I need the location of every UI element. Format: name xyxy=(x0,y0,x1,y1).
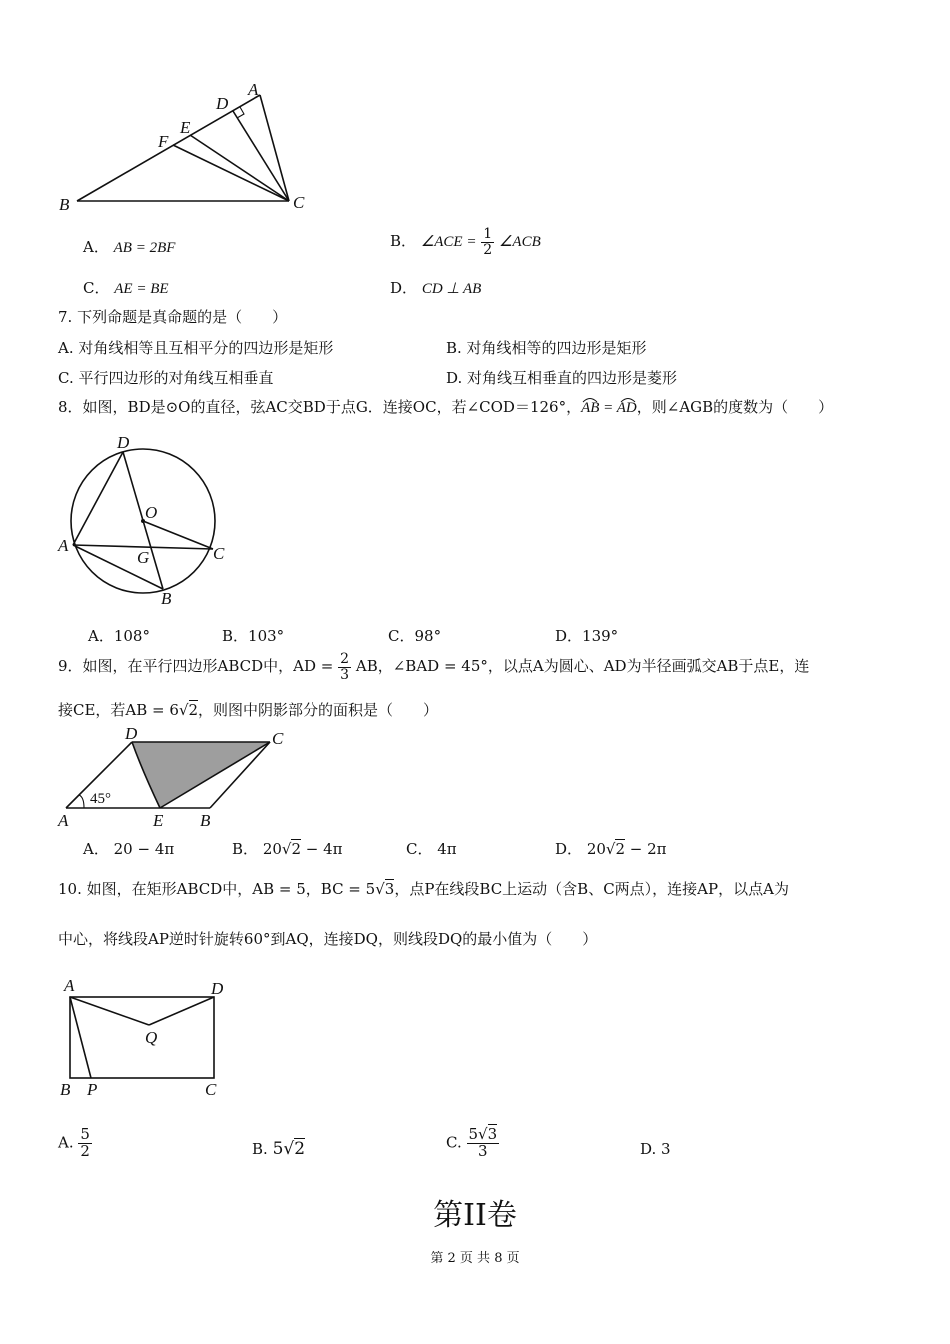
q9-option-a: A． 20 − 4π xyxy=(83,840,175,858)
q6-option-b: B． ∠ACE = $\frac{1}{2}$ ∠ACB xyxy=(390,226,541,258)
q8-segment-ad xyxy=(73,452,123,545)
q6-right-angle-mark xyxy=(237,107,244,118)
q10-label-c: C xyxy=(205,1080,217,1099)
q6-option-b-fraction: $\frac{1}{2}$ xyxy=(483,226,493,258)
q6-label-b: B xyxy=(59,195,70,214)
q9-option-b: B． 20√2 − 4π xyxy=(232,840,343,858)
q9-figure xyxy=(52,722,302,830)
q10-option-a: A. $\frac{5}{2}$ xyxy=(58,1125,90,1160)
q10-option-c: C. $\frac{5√3}{3}$ xyxy=(446,1125,498,1160)
q6-option-c: C． AE = BE xyxy=(83,279,169,297)
q6-segment-ba xyxy=(77,95,260,201)
q6-label-e: E xyxy=(180,118,191,137)
q8-segment-oc xyxy=(143,521,213,549)
q10-option-d: D. 3 xyxy=(640,1140,671,1158)
q10-segment-ap xyxy=(70,997,91,1078)
q8-stem: 8．如图，BD是⊙O的直径，弦AC交BD于点G．连接OC，若∠COD＝126°，AB = AD ，则∠AGB的度数为（ ） xyxy=(58,396,833,417)
q6-option-a: A． AB = 2BF xyxy=(83,238,176,256)
q7-stem: 7. 下列命题是真命题的是（ ） xyxy=(58,308,288,326)
q8-figure xyxy=(55,428,235,610)
q6-label-a: A xyxy=(248,80,259,99)
q9-shaded-region xyxy=(132,742,270,808)
q6-label-c: C xyxy=(293,193,305,212)
q8-label-d: D xyxy=(117,433,130,452)
q10-label-a: A xyxy=(64,976,75,995)
q7-option-a: A. 对角线相等且互相平分的四边形是矩形 xyxy=(58,339,334,357)
q6-label-d: D xyxy=(216,94,229,113)
q8-option-c: C．98° xyxy=(388,627,442,645)
q8-label-c: C xyxy=(213,544,225,563)
q9-label-a: A xyxy=(58,811,69,830)
q8-label-o: O xyxy=(145,503,158,522)
q9-stem-line2: 接CE，若AB = 6√2，则图中阴影部分的面积是（ ） xyxy=(58,701,439,719)
q8-arc-equality: AB = AD xyxy=(581,400,637,416)
q9-label-b: B xyxy=(200,811,211,830)
q10-figure xyxy=(55,972,235,1102)
q8-label-g: G xyxy=(137,548,150,567)
q10-option-a-fraction: $\frac{5}{2}$ xyxy=(80,1125,90,1160)
q10-option-b: B. 5√2 xyxy=(252,1139,306,1159)
q9-label-e: E xyxy=(153,811,164,830)
q8-arc-marks xyxy=(581,394,645,404)
q6-figure xyxy=(50,75,320,220)
q9-label-d: D xyxy=(125,724,138,743)
q7-option-d: D. 对角线互相垂直的四边形是菱形 xyxy=(446,369,678,387)
q10-label-d: D xyxy=(211,979,224,998)
q9-label-c: C xyxy=(272,729,284,748)
q7-option-c: C. 平行四边形的对角线互相垂直 xyxy=(58,369,274,387)
q10-label-q: Q xyxy=(145,1028,158,1047)
q9-fraction: $\frac{2}{3}$ xyxy=(340,651,350,683)
q8-label-a: A xyxy=(58,536,69,555)
q6-option-d: D． CD ⊥ AB xyxy=(390,279,482,297)
q8-option-a: A．108° xyxy=(88,627,150,645)
q6-label-f: F xyxy=(158,132,169,151)
q8-option-b: B．103° xyxy=(222,627,285,645)
page-footer: 第 2 页 共 8 页 xyxy=(430,1251,520,1266)
q8-label-b: B xyxy=(161,589,172,608)
section-title: 第II卷 xyxy=(433,1198,517,1233)
q7-option-b: B. 对角线相等的四边形是矩形 xyxy=(446,339,647,357)
q8-option-d: D．139° xyxy=(555,627,619,645)
q8-segment-ab xyxy=(73,545,163,589)
q10-rectangle xyxy=(70,997,214,1078)
q10-segment-aq xyxy=(70,997,149,1025)
q9-stem-line1: 9．如图，在平行四边形ABCD中，AD = $\frac{2}{3}$ AB，∠BAD = 45°，以点A为圆心、AD为半径画弧交AB于点E，连 xyxy=(58,651,810,683)
q9-angle-mark xyxy=(79,795,84,808)
q9-option-c: C． 4π xyxy=(406,840,457,858)
q9-angle-label: 45° xyxy=(90,791,111,807)
q10-label-b: B xyxy=(60,1080,71,1099)
q10-segment-qd xyxy=(149,997,214,1025)
q10-option-c-fraction: $\frac{5√3}{3}$ xyxy=(468,1125,498,1160)
q10-label-p: P xyxy=(87,1080,98,1099)
q9-option-d: D． 20√2 − 2π xyxy=(555,840,667,858)
q10-stem-line1: 10. 如图，在矩形ABCD中，AB = 5，BC = 5√3，点P在线段BC上运动（含B、C两点），连接AP，以点A为 xyxy=(58,880,789,898)
q10-stem-line2: 中心，将线段AP逆时针旋转60°到AQ，连接DQ，则线段DQ的最小值为（ ） xyxy=(58,930,598,948)
